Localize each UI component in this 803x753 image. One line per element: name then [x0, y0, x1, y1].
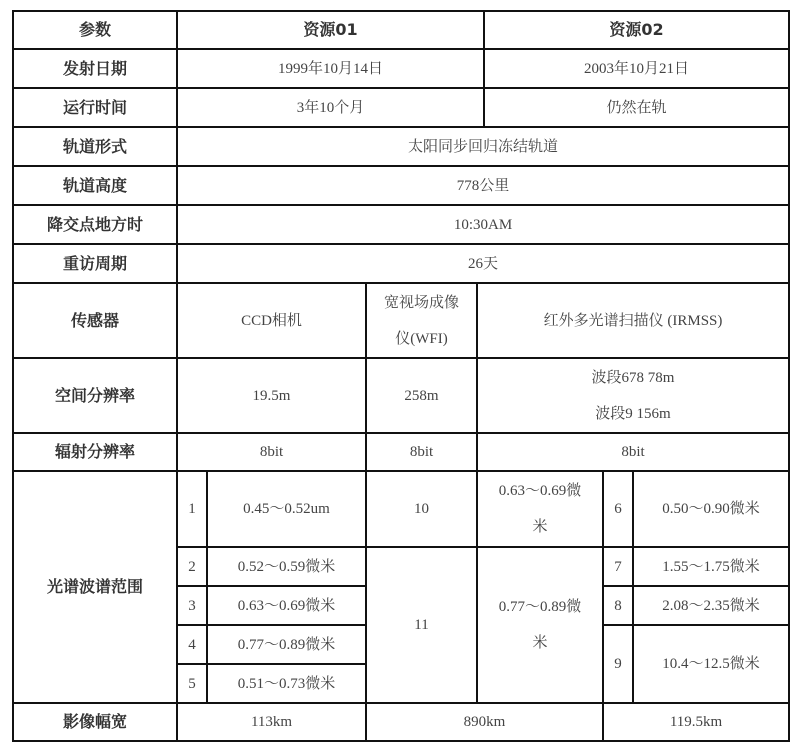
sensor-wfi-line1: 宽视场成像 — [383, 294, 459, 311]
radiometric-ccd: 8bit — [176, 432, 367, 472]
row-label-launch: 发射日期 — [12, 48, 178, 89]
ccd-band-number: 1 — [176, 470, 208, 548]
row-label-orbit-height: 轨道高度 — [12, 165, 178, 206]
ccd-band-range: 0.77～0.89微米 — [206, 624, 367, 665]
ccd-band-range: 0.52～0.59微米 — [206, 546, 367, 587]
launch-sat1: 1999年10月14日 — [176, 48, 485, 89]
row-label-radiometric: 辐射分辨率 — [12, 432, 178, 472]
irmss-band-range: 0.50～0.90微米 — [632, 470, 790, 548]
range-line1: 0.63～0.69微 — [498, 483, 582, 499]
wfi-band-range — [476, 470, 604, 548]
row-label-spatial: 空间分辨率 — [12, 357, 178, 434]
row-label-spectral: 光谱波谱范围 — [12, 470, 178, 704]
ccd-band-number: 3 — [176, 585, 208, 626]
orbit-type-value: 太阳同步回归冻结轨道 — [176, 126, 790, 167]
ccd-band-number: 2 — [176, 546, 208, 587]
irmss-band-number: 9 — [602, 624, 634, 704]
wfi-band-range — [476, 546, 604, 704]
row-label-swath: 影像幅宽 — [12, 702, 178, 742]
revisit-value: 26天 — [176, 243, 790, 284]
radiometric-wfi: 8bit — [365, 432, 478, 472]
ccd-band-range: 0.63～0.69微米 — [206, 585, 367, 626]
spatial-irmss — [476, 357, 790, 434]
row-label-revisit: 重访周期 — [12, 243, 178, 284]
radiometric-irmss: 8bit — [476, 432, 790, 472]
header-param: 参数 — [12, 10, 178, 50]
swath-ccd: 113km — [176, 702, 367, 742]
ccd-band-number: 4 — [176, 624, 208, 665]
irmss-band-number: 7 — [602, 546, 634, 587]
row-label-operation: 运行时间 — [12, 87, 178, 128]
sensor-ccd: CCD相机 — [176, 282, 367, 359]
sensor-wfi — [365, 282, 478, 359]
irmss-band-number: 8 — [602, 585, 634, 626]
row-label-descending-node: 降交点地方时 — [12, 204, 178, 245]
row-label-sensor: 传感器 — [12, 282, 178, 359]
swath-wfi: 890km — [365, 702, 604, 742]
irmss-band-range: 10.4～12.5微米 — [632, 624, 790, 704]
header-sat1: 资源01 — [176, 10, 485, 50]
range-line2: 米 — [532, 635, 548, 651]
spatial-irmss-line2: 波段9 156m — [595, 405, 671, 422]
header-sat2: 资源02 — [483, 10, 790, 50]
ccd-band-range: 0.51～0.73微米 — [206, 663, 367, 704]
swath-irmss: 119.5km — [602, 702, 790, 742]
spatial-irmss-line1: 波段678 78m — [591, 369, 675, 386]
row-label-orbit-type: 轨道形式 — [12, 126, 178, 167]
irmss-band-range: 2.08～2.35微米 — [632, 585, 790, 626]
operation-sat1: 3年10个月 — [176, 87, 485, 128]
launch-sat2: 2003年10月21日 — [483, 48, 790, 89]
spatial-wfi: 258m — [365, 357, 478, 434]
wfi-band-number: 11 — [365, 546, 478, 704]
operation-sat2: 仍然在轨 — [483, 87, 790, 128]
spatial-ccd: 19.5m — [176, 357, 367, 434]
sensor-irmss: 红外多光谱扫描仪 (IRMSS) — [476, 282, 790, 359]
orbit-height-value: 778公里 — [176, 165, 790, 206]
wfi-band-number: 10 — [365, 470, 478, 548]
range-line1: 0.77～0.89微 — [498, 599, 582, 615]
ccd-band-range: 0.45～0.52um — [206, 470, 367, 548]
ccd-band-number: 5 — [176, 663, 208, 704]
descending-node-value: 10:30AM — [176, 204, 790, 245]
irmss-band-range: 1.55～1.75微米 — [632, 546, 790, 587]
irmss-band-number: 6 — [602, 470, 634, 548]
sensor-wfi-line2: 仪(WFI) — [395, 330, 448, 347]
range-line2: 米 — [532, 519, 548, 535]
